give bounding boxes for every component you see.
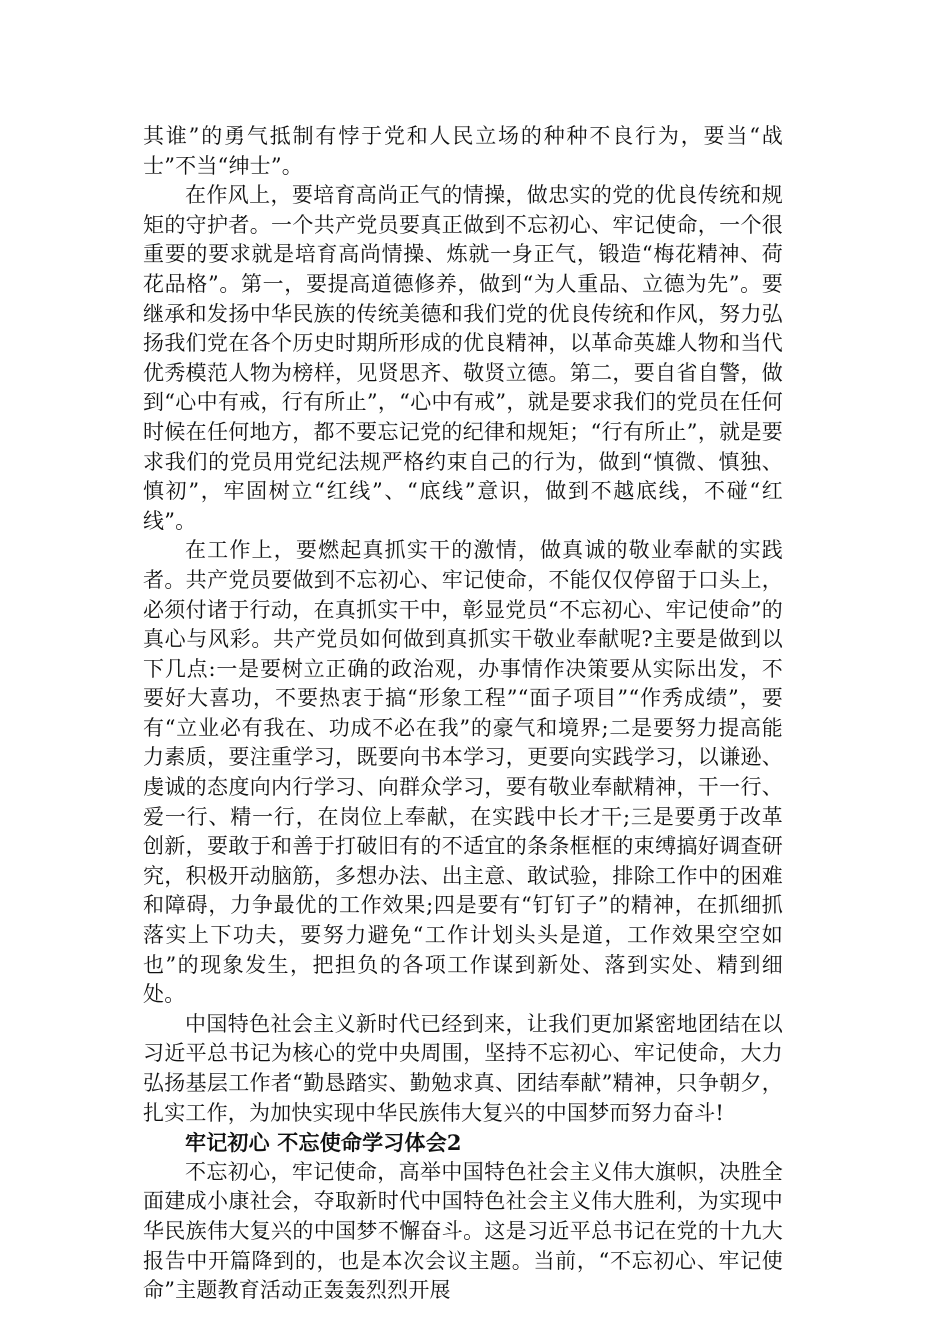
paragraph-new-era: 中国特色社会主义新时代已经到来，让我们更加紧密地团结在以习近平总书记为核心的党中央周围，坚持不忘初心、牢记使命，大力弘扬基层工作者“勤恳踏实、勤勉求真、团结奉献”精神，只争朝夕，扎实工作，为加快实现中华民族伟大复兴的中国梦而努力奋斗! <box>143 1011 783 1125</box>
document-page <box>143 122 783 1306</box>
paragraph-continuation: 其谁”的勇气抵制有悖于党和人民立场的种种不良行为，要当“战士”不当“绅士”。 <box>143 124 783 178</box>
paragraph-final: 不忘初心，牢记使命，高举中国特色社会主义伟大旗帜，决胜全面建成小康社会，夺取新时代中国特色社会主义伟大胜利，为实现中华民族伟大复兴的中国梦不懈奋斗。这是习近平总书记在党的十九大报告中开篇降到的，也是本次会议主题。当前，“不忘初心、牢记使命”主题教育活动正轰轰烈烈开展 <box>143 1159 783 1303</box>
paragraph-work-style: 在作风上，要培育高尚正气的情操，做忠实的党的优良传统和规矩的守护者。一个共产党员要真正做到不忘初心、牢记使命，一个很重要的要求就是培育高尚情操、炼就一身正气，锻造“梅花精神、荷花品格”。第一，要提高道德修养，做到“为人重品、立德为先”。要继承和发扬中华民族的传统美德和我们党的优良传统和作风，努力弘扬我们党在各个历史时期所形成的优良精神，以革命英雄人物和当代优秀模范人物为榜样，见贤思齐、敬贤立德。第二，要自省自警，做到“心中有戒，行有所止”，“心中有戒”，就是要求我们的党员在任何时候在任何地方，都不要忘记党的纪律和规矩；“行有所止”，就是要求我们的党员用党纪法规严格约束自己的行为，做到“慎微、慎独、慎初”，牢固树立“红线”、“底线”意识，做到不越底线，不碰“红线”。 <box>143 183 783 533</box>
paragraph-work: 在工作上，要燃起真抓实干的激情，做真诚的敬业奉献的实践者。共产党员要做到不忘初心、牢记使命，不能仅仅停留于口头上，必须付诸于行动，在真抓实干中，彰显党员“不忘初心、牢记使命”的真心与风彩。共产党员如何做到真抓实干敬业奉献呢?主要是做到以下几点:一是要树立正确的政治观，办事情作决策要从实际出发，不要好大喜功，不要热衷于搞“形象工程”“面子项目”“作秀成绩”，要有“立业必有我在、功成不必在我”的豪气和境界;二是要努力提高能力素质，要注重学习，既要向书本学习，更要向实践学习，以谦逊、虔诚的态度向内行学习、向群众学习，要有敬业奉献精神，干一行、爱一行、精一行，在岗位上奉献，在实践中长才干;三是要勇于改革创新，要敢于和善于打破旧有的不适宜的条条框框的束缚搞好调查研究，积极开动脑筋，多想办法、出主意、敢试验，排除工作中的困难和障碍，力争最优的工作效果;四是要有“钉钉子”的精神，在抓细抓落实上下功夫，要努力避免“工作计划头头是道，工作效果空空如也”的现象发生，把担负的各项工作谋到新处、落到实处、精到细处。 <box>143 538 783 1007</box>
section-heading: 牢记初心 不忘使命学习体会2 <box>185 1130 462 1156</box>
